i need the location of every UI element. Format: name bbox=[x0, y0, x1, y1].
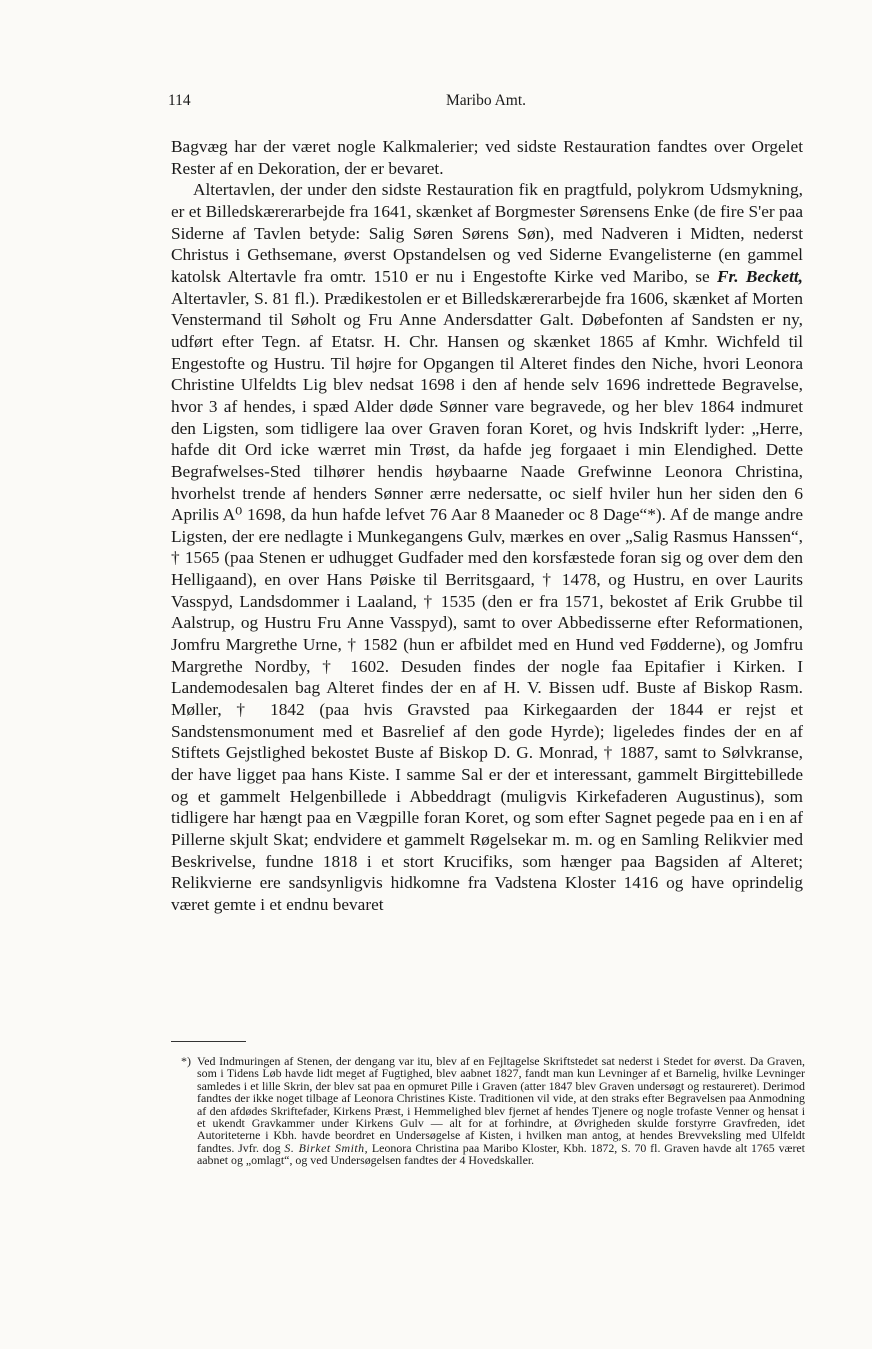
author-reference: Fr. Beckett, bbox=[716, 266, 804, 286]
paragraph-2 bbox=[171, 179, 803, 915]
footnote-divider bbox=[171, 1041, 246, 1042]
footnote bbox=[181, 1055, 805, 1167]
running-title: Maribo Amt. bbox=[445, 92, 527, 109]
footnote-author-reference: S. Birket Smith, bbox=[284, 1140, 369, 1155]
paragraph-2-part-a: Altertavlen, der under den sidste Restauration fik en pragtfuld, polykrom Udsmykning, er et Billedskærerarbejde fra 1641, skænket af Borgmester Sørensens Enke (de fire S'er paa Siderne af Tavlen betyde: Salig Søren Sørens Søn), med Nadveren i Midten, nederst Christus i Gethsemane, øverst Opstandelsen og ved Siderne Evangelisterne (en gammel katolsk Altertavle fra omtr. 1510 er nu i Engestofte Kirke ved Maribo, se bbox=[171, 180, 803, 286]
paragraph-2-part-b: Altertavler, S. 81 fl.). Prædikestolen er et Billedskærerarbejde fra 1606, skænket af Morten Venstermand til Søholt og Fru Anne Andersdatter Galt. Døbefonten af Sandsten er ny, udført efter Tegn. af Etatsr. H. Chr. Hansen og skænket 1865 af Kmhr. Wichfeld til Engestofte og Hustru. Til højre for Opgangen til Alteret findes den Niche, hvori Leonora Christine Ulfeldts Lig blev nedsat 1698 i den af hende selv 1696 indrettede Begravelse, hvor 3 af hendes, i spæd Alder døde Sønner vare begravede, og her blev 1864 indmuret den Ligsten, som tidligere laa over Graven foran Koret, og hvis Indskrift lyder: „Herre, hafde dit Ord icke wærret min Trøst, da hafde jeg forgaaet i min Elendighed. Dette Begrafwelses-Sted tilhører hendis høybaarne Naade Grefwinne Leonora Christina, hvorhelst trende af henders Sønner ærre nedersatte, oc sielf hviler hun her siden den 6 Aprilis A⁰ 1698, da hun hafde lefvet 76 Aar 8 Maaneder oc 8 Dage“*). Af de mange andre Ligsten, der ere nedlagte i Munkegangens Gulv, mærkes en over „Salig Rasmus Hanssen“, † 1565 (paa Stenen er udhugget Gudfader med den korsfæstede foran sig og over dem den Helligaand), en over Hans Pøiske til Berritsgaard, † 1478, og Hustru, en over Laurits Vasspyd, Landsdommer i Laaland, † 1535 (den er fra 1571, bekostet af Erik Grubbe til Aalstrup, og Hustru Fru Anne Vasspyd), samt to over Abbedisserne efter Reformationen, Jomfru Margrethe Urne, † 1582 (hun er afbildet med en Hund ved Fødderne), og Jomfru Margrethe Nordby, † 1602. Desuden findes der nogle faa Epitafier i Kirken. I Landemodesalen bag Alteret findes der en af H. V. Bissen udf. Buste af Biskop Rasm. Møller, † 1842 (paa hvis Gravsted paa Kirkegaarden der 1844 er rejst et Sandstensmonument med et Basrelief af den gode Hyrde); ligeledes findes der en af Stiftets Gejstlighed bekostet Buste af Biskop D. G. Monrad, † 1887, samt to Sølvkranse, der have ligget paa hans Kiste. I samme Sal er der et interessant, gammelt Birgittebillede og et gammelt Helgenbillede i Abbeddragt (muligvis Kirkefaderen Augustinus), som tidligere har hængt paa en Vægpille foran Koret, og som efter Sagnet pegede paa en i en af Pillerne skjult Skat; endvidere et gammelt Røgelsekar m. m. og en Samling Relikvier med Beskrivelse, fundne 1818 i et stort Krucifiks, som hænger paa Bagsiden af Alteret; Relikvierne ere sandsynligvis hidkomne fra Vadstena Kloster 1416 og have oprindelig været gemte i et endnu bevaret bbox=[171, 288, 803, 914]
footnote-text-a: Ved Indmuringen af Stenen, der dengang var itu, blev af en Fejltagelse Skriftstedet sat nederst i Stedet for øverst. Da Graven, som i Tidens Løb havde lidt meget af Fugtighed, blev aabnet 1827, fandt man kun Levninger af et Barnelig, hvilke Levninger samledes i et lille Skrin, der blev sat paa en opmuret Pille i Graven (atter 1847 blev Graven undersøgt og restaureret). Derimod fandtes der ikke noget tilbage af Leonora Christines Kiste. Traditionen vil vide, at den straks efter Begravelsen paa Anmodning af den afdødes Skriftefader, Kirkens Præst, i Hemmelighed blev fjernet af hendes Tjenere og nogle trofaste Venner og hensat i et ukendt Gravkammer under Kirkens Gulv — alt for at forhindre, at Øvrigheden skulde forstyrre Gravfreden, idet Autoriteterne i Kbh. havde beordret en Undersøgelse af Kisten, i hvilken man antog, at hendes Brevveksling med Ulfeldt fandtes. Jvfr. dog bbox=[197, 1054, 805, 1155]
page-number: 114 bbox=[168, 92, 191, 109]
footnote-text-b: Leonora Christina paa Maribo Kloster, Kbh. 1872, S. 70 fl. Graven havde alt 1765 været aabnet og „omlagt“, og ved Undersøgelsen fandtes der 4 Hovedskaller. bbox=[197, 1140, 805, 1168]
footnote-paragraph bbox=[181, 1055, 805, 1167]
footnote-marker: *) bbox=[181, 1054, 191, 1068]
paragraph-1: Bagvæg har der været nogle Kalkmalerier; ved sidste Restauration fandtes over Orgelet Rester af en Dekoration, der er bevaret. bbox=[171, 137, 803, 178]
body-text bbox=[171, 136, 803, 916]
page-header bbox=[168, 92, 804, 114]
